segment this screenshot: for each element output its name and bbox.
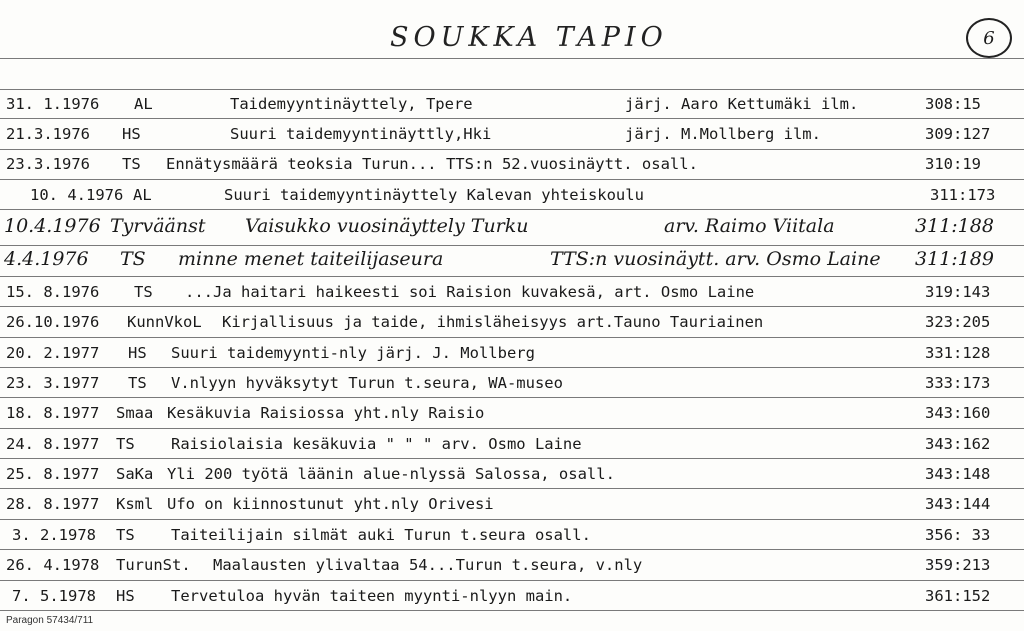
ruled-line <box>0 488 1024 489</box>
card-number: 6 <box>983 27 995 49</box>
entry-source: TS <box>120 248 146 270</box>
entry-ref: 333:173 <box>925 374 991 392</box>
entry-text: ...Ja haitari haikeesti soi Raision kuvakesä, art. Osmo Laine <box>185 283 755 301</box>
list-item <box>0 582 1024 608</box>
entry-ref: 356: 33 <box>925 526 991 544</box>
entry-text: Yli 200 työtä läänin alue-nlyssä Salossa, osall. <box>167 465 615 483</box>
entry-date: 26.10.1976 <box>6 313 100 331</box>
list-item <box>0 278 1024 304</box>
entry-date: 3. 2.1978 <box>12 526 96 544</box>
ruled-line <box>0 276 1024 277</box>
list-item <box>0 490 1024 516</box>
entry-source: AL <box>133 186 152 204</box>
entry-source: Ksml <box>116 495 154 513</box>
list-item <box>0 430 1024 456</box>
entry-source: TS <box>128 374 147 392</box>
entry-ref: 361:152 <box>925 587 991 605</box>
list-item <box>0 460 1024 486</box>
card-title: SOUKKA TAPIO <box>390 22 668 53</box>
ruled-line <box>0 397 1024 398</box>
entry-source: SaKa <box>116 465 154 483</box>
entry-source: KunnVkoL <box>127 313 202 331</box>
ruled-line <box>0 549 1024 550</box>
entry-text: Suuri taidemyynti-nly järj. J. Mollberg <box>171 344 535 362</box>
ruled-line <box>0 337 1024 338</box>
entry-ref: 319:143 <box>925 283 991 301</box>
ruled-line <box>0 519 1024 520</box>
entry-source: Tyrväänst <box>110 215 206 237</box>
entry-text: Suuri taidemyyntinäyttly,Hki <box>230 125 492 143</box>
entry-date: 26. 4.1978 <box>6 556 100 574</box>
ruled-line <box>0 367 1024 368</box>
entry-date: 28. 8.1977 <box>6 495 100 513</box>
card-number-badge <box>966 18 1012 58</box>
entry-source: HS <box>128 344 147 362</box>
ruled-line <box>0 306 1024 307</box>
entry-ref: 311:189 <box>915 248 994 270</box>
entry-text: minne menet taiteilijaseura <box>178 248 444 270</box>
list-item <box>0 214 1024 240</box>
ruled-line <box>0 245 1024 246</box>
entry-text: Kirjallisuus ja taide, ihmisläheisyys art.Tauno Tauriainen <box>222 313 764 331</box>
entry-ref: 343:148 <box>925 465 991 483</box>
entry-ref: 308:15 <box>925 95 981 113</box>
list-item <box>0 521 1024 547</box>
entry-date: 15. 8.1976 <box>6 283 100 301</box>
entry-text: Suuri taidemyyntinäyttely Kalevan yhteiskoulu <box>224 186 644 204</box>
ruled-line <box>0 428 1024 429</box>
entry-text: Ennätysmäärä teoksia Turun... TTS:n 52.vuosinäytt. osall. <box>166 155 698 173</box>
entry-note: TTS:n vuosinäytt. arv. Osmo Laine <box>550 248 881 270</box>
entry-date: 21.3.1976 <box>6 125 90 143</box>
entry-source: TS <box>134 283 153 301</box>
entry-date: 23. 3.1977 <box>6 374 100 392</box>
entry-text: Taiteilijain silmät auki Turun t.seura osall. <box>171 526 591 544</box>
entry-source: HS <box>122 125 141 143</box>
ruled-line <box>0 58 1024 59</box>
entry-ref: 311:173 <box>930 186 996 204</box>
entry-source: AL <box>134 95 153 113</box>
list-item <box>0 150 1024 176</box>
entry-text: V.nlyyn hyväksytyt Turun t.seura, WA-museo <box>171 374 563 392</box>
entry-note: arv. Raimo Viitala <box>664 215 835 237</box>
entry-text: Ufo on kiinnostunut yht.nly Orivesi <box>167 495 494 513</box>
entry-text: Vaisukko vuosinäyttely Turku <box>245 215 529 237</box>
ruled-line <box>0 610 1024 611</box>
entry-date: 10.4.1976 <box>4 215 101 237</box>
entry-date: 20. 2.1977 <box>6 344 100 362</box>
entry-date: 24. 8.1977 <box>6 435 100 453</box>
entry-source: HS <box>116 587 135 605</box>
entry-source: Smaa <box>116 404 154 422</box>
ruled-line <box>0 179 1024 180</box>
entry-ref: 311:188 <box>915 215 994 237</box>
entry-ref: 359:213 <box>925 556 991 574</box>
list-item <box>0 551 1024 577</box>
entry-date: 10. 4.1976 <box>30 186 124 204</box>
list-item <box>0 399 1024 425</box>
entry-ref: 343:144 <box>925 495 991 513</box>
ruled-line <box>0 118 1024 119</box>
entry-date: 7. 5.1978 <box>12 587 96 605</box>
entry-text: Kesäkuvia Raisiossa yht.nly Raisio <box>167 404 485 422</box>
list-item <box>0 90 1024 116</box>
entry-date: 4.4.1976 <box>4 248 89 270</box>
entry-text: Tervetuloa hyvän taiteen myynti-nlyyn main. <box>171 587 573 605</box>
entry-ref: 331:128 <box>925 344 991 362</box>
entry-ref: 323:205 <box>925 313 991 331</box>
ruled-line <box>0 458 1024 459</box>
entry-source: TS <box>122 155 141 173</box>
entry-ref: 343:160 <box>925 404 991 422</box>
list-item <box>0 308 1024 334</box>
list-item <box>0 181 1024 207</box>
entry-date: 18. 8.1977 <box>6 404 100 422</box>
list-item <box>0 120 1024 146</box>
ruled-line <box>0 209 1024 210</box>
entry-date: 31. 1.1976 <box>6 95 100 113</box>
entry-note: järj. M.Mollberg ilm. <box>625 125 821 143</box>
card-footer: Paragon 57434/711 <box>6 615 94 626</box>
list-item <box>0 247 1024 273</box>
list-item <box>0 369 1024 395</box>
entry-date: 23.3.1976 <box>6 155 90 173</box>
entry-ref: 343:162 <box>925 435 991 453</box>
entry-source: TS <box>116 526 135 544</box>
entry-text: Taidemyyntinäyttely, Tpere <box>230 95 473 113</box>
entry-note: järj. Aaro Kettumäki ilm. <box>625 95 859 113</box>
entry-source: TurunSt. <box>116 556 191 574</box>
entry-ref: 309:127 <box>925 125 991 143</box>
entry-date: 25. 8.1977 <box>6 465 100 483</box>
entry-text: Maalausten ylivaltaa 54...Turun t.seura, v.nly <box>213 556 643 574</box>
entry-ref: 310:19 <box>925 155 981 173</box>
entry-source: TS <box>116 435 135 453</box>
ruled-line <box>0 580 1024 581</box>
entry-text: Raisiolaisia kesäkuvia " " " arv. Osmo Laine <box>171 435 582 453</box>
list-item <box>0 339 1024 365</box>
